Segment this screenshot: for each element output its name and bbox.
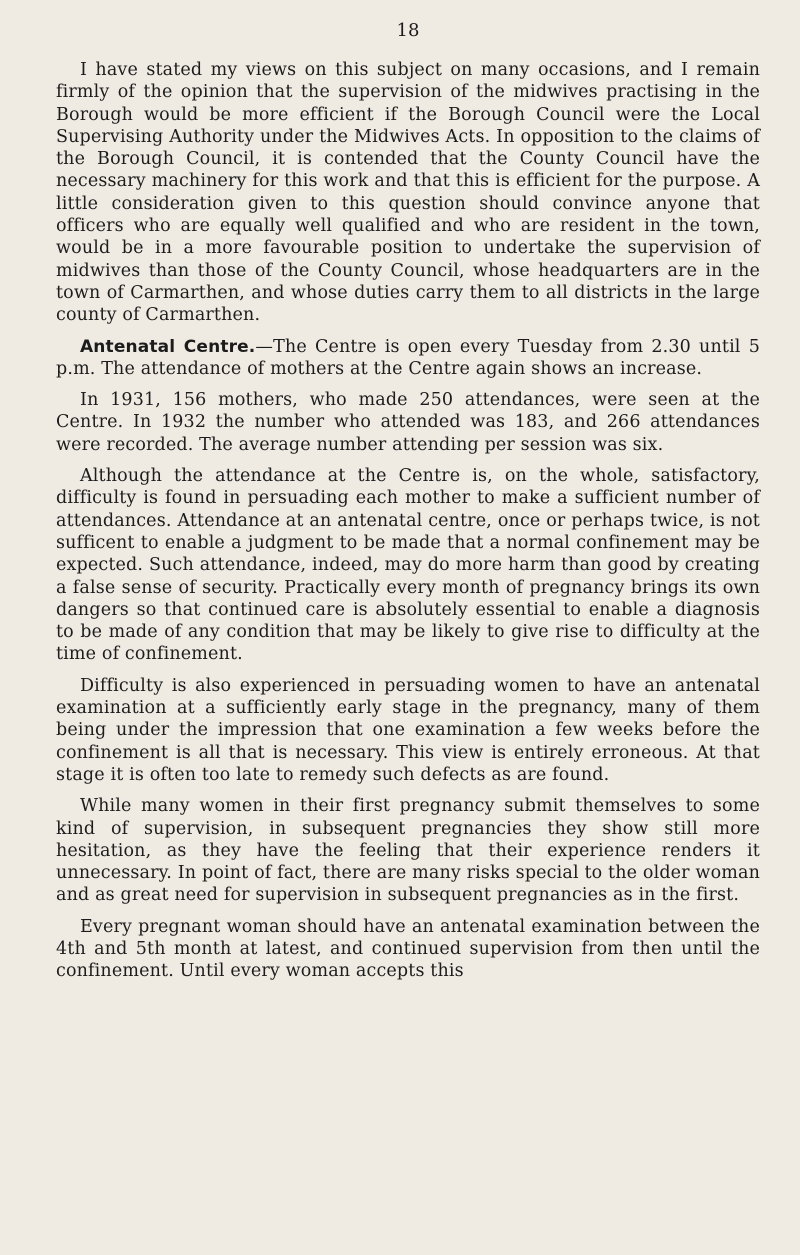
paragraph-text: In 1931, 156 mothers, who made 250 attendances, were seen at the Centre. In 1932 the number who attended was 183, and 266 attendances were recorded. The average number attending per session was six. [56, 390, 760, 455]
section-heading: Antenatal Centre. [80, 336, 256, 357]
paragraph-antenatal-centre [56, 336, 760, 381]
paragraph-text: Although the attendance at the Centre is, on the whole, satisfactory, difficulty is found in persuading each mother to make a sufficient number of attendances. Attendance at an antenatal centre, once or perhaps twice, is not sufficent to enable a judgment to be made that a normal confinement may be expected. Such attendance, indeed, may do more harm than good by creating a false sense of security. Practically every month of pregnancy brings its own dangers so that continued care is absolutely essential to enable a diagnosis to be made of any condition that may be likely to give rise to difficulty at the time of confinement. [56, 466, 760, 665]
paragraph-attendance-figures [56, 389, 760, 456]
paragraph-text: I have stated my views on this subject on many occasions, and I remain firmly of the opinion that the supervision of the midwives practising in the Borough would be more efficient if the Borough Council were the Local Supervising Authority under the Midwives Acts. In opposition to the claims of the Borough Council, it is contended that the County Council have the necessary machinery for this work and that this is efficient for the purpose. A little consideration given to this question should convince anyone that officers who are equally well qualified and who are resident in the town, would be in a more favourable position to undertake the supervision of midwives than those of the County Council, whose headquarters are in the town of Carmarthen, and whose duties carry them to all districts in the large county of Carmarthen. [56, 60, 760, 326]
paragraph-subsequent-pregnancies [56, 795, 760, 906]
paragraph-text: Difficulty is also experienced in persuading women to have an antenatal examination at a sufficiently early stage in the pregnancy, many of them being under the impression that one examination a few weeks before the confinement is all that is necessary. This view is entirely erroneous. At that stage it is often too late to remedy such defects as are found. [56, 675, 760, 785]
paragraph-early-examination [56, 675, 760, 786]
paragraph-text: —The Centre is open every Tuesday from 2.30 until 5 p.m. The attendance of mothers at the Centre again shows an increase. [56, 336, 760, 379]
paragraph-text: Every pregnant woman should have an antenatal examination between the 4th and 5th month at latest, and continued supervision from then until the confinement. Until every woman accepts this [56, 916, 760, 982]
paragraph-midwives-supervision [56, 59, 760, 327]
paragraph-text: While many women in their first pregnancy submit themselves to some kind of supervision, in subsequent pregnancies they show still more hesitation, as they have the feeling that their experience renders it unnecessary. In point of fact, there are many risks special to the older woman and as great need for supervision in subsequent pregnancies as in the first. [56, 796, 760, 906]
page-number: 18 [396, 20, 420, 41]
paragraph-examination-timing [56, 916, 760, 983]
paragraph-attendance-difficulty [56, 465, 760, 666]
